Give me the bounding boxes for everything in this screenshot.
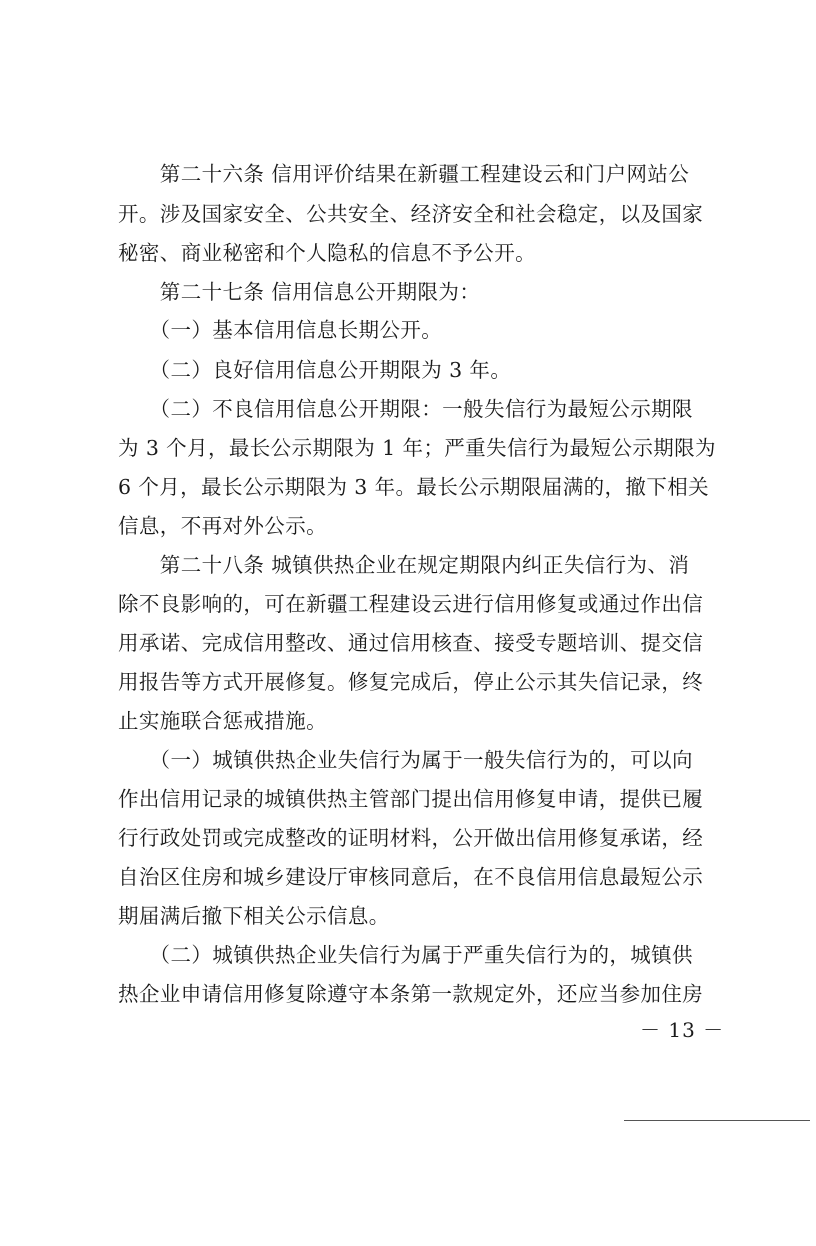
text-line: 6 个月，最长公示期限为 3 年。最长公示期限届满的，撤下相关: [118, 475, 710, 499]
text-line: 信息，不再对外公示。: [118, 514, 327, 538]
text-line: 用承诺、完成信用整改、通过信用核查、接受专题培训、提交信: [118, 631, 704, 655]
bottom-rule: [624, 1120, 810, 1121]
text-line: 止实施联合惩戒措施。: [118, 709, 327, 733]
text-line: （一）基本信用信息长期公开。: [118, 318, 443, 342]
text-line: 开。涉及国家安全、公共安全、经济安全和社会稳定，以及国家: [118, 202, 704, 226]
text-line: 第二十八条 城镇供热企业在规定期限内纠正失信行为、消: [118, 553, 690, 577]
text-line: 热企业申请信用修复除遵守本条第一款规定外，还应当参加住房: [118, 982, 704, 1006]
text-line: 用报告等方式开展修复。修复完成后，停止公示其失信记录，终: [118, 670, 704, 694]
page-number: － 13 －: [640, 1018, 725, 1042]
text-line: （二）城镇供热企业失信行为属于严重失信行为的，城镇供: [118, 943, 693, 967]
text-line: （二）良好信用信息公开期限为 3 年。: [118, 358, 512, 382]
text-line: （二）不良信用信息公开期限：一般失信行为最短公示期限: [118, 397, 693, 421]
text-line: 行行政处罚或完成整改的证明材料，公开做出信用修复承诺，经: [118, 826, 704, 850]
text-line: 第二十六条 信用评价结果在新疆工程建设云和门户网站公: [118, 162, 690, 186]
text-line: 秘密、商业秘密和个人隐私的信息不予公开。: [118, 241, 536, 265]
text-line: 作出信用记录的城镇供热主管部门提出信用修复申请，提供已履: [118, 787, 704, 811]
text-line: 期届满后撤下相关公示信息。: [118, 904, 390, 928]
text-line: 自治区住房和城乡建设厅审核同意后，在不良信用信息最短公示: [118, 865, 704, 889]
text-line: （一）城镇供热企业失信行为属于一般失信行为的，可以向: [118, 748, 693, 772]
text-line: 为 3 个月，最长公示期限为 1 年；严重失信行为最短公示期限为: [118, 436, 716, 460]
text-line: 第二十七条 信用信息公开期限为：: [118, 280, 481, 304]
text-line: 除不良影响的，可在新疆工程建设云进行信用修复或通过作出信: [118, 592, 704, 616]
